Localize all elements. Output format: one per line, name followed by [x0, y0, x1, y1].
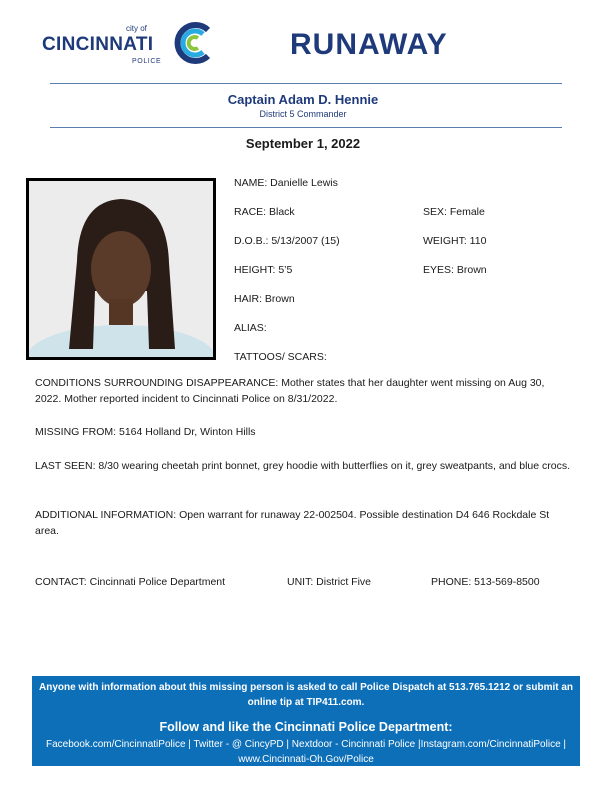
field-tattoos-scars: TATTOOS/ SCARS: — [234, 351, 327, 363]
field-hair: HAIR: Brown — [234, 293, 295, 305]
contact-unit: UNIT: District Five — [287, 576, 371, 588]
field-alias: ALIAS: — [234, 322, 267, 334]
missing-from-paragraph: MISSING FROM: 5164 Holland Dr, Winton Hills — [35, 426, 256, 438]
contact-phone: PHONE: 513-569-8500 — [431, 576, 540, 588]
last-seen-paragraph: LAST SEEN: 8/30 wearing cheetah print bonnet, grey hoodie with butterflies on it, grey sweatpants, and blue crocs. — [35, 460, 571, 472]
field-height: HEIGHT: 5’5 — [234, 264, 293, 276]
cincinnati-police-logo — [42, 20, 222, 72]
field-name: NAME: Danielle Lewis — [234, 177, 338, 189]
page-title: RUNAWAY — [290, 28, 448, 61]
logo-name-text: CINCINNATI — [42, 34, 154, 55]
field-eyes: EYES: Brown — [423, 264, 487, 276]
footer-follow-heading: Follow and like the Cincinnati Police Department: — [159, 720, 453, 734]
commander-name: Captain Adam D. Hennie — [227, 92, 379, 107]
footer-banner — [32, 676, 580, 766]
bulletin-date: September 1, 2022 — [245, 136, 361, 151]
logo-city-text: city of — [126, 24, 147, 33]
divider — [50, 127, 562, 128]
person-photo — [26, 178, 216, 360]
footer-social-links[interactable]: Facebook.com/CincinnatiPolice | Twitter - @ CincyPD | Nextdoor - Cincinnati Police |Instagram.com/CincinnatiPolice | www.Cincinnati-Oh.Gov/Police — [46, 739, 566, 765]
field-weight: WEIGHT: 110 — [423, 235, 487, 247]
field-dob: D.O.B.: 5/13/2007 (15) — [234, 235, 340, 247]
footer-notice: Anyone with information about this missing person is asked to call Police Dispatch at 513.765.1212 or submit an online tip at TIP411.com. — [38, 682, 574, 708]
contact-department: CONTACT: Cincinnati Police Department — [35, 576, 226, 588]
divider — [50, 83, 562, 84]
logo-c-emblem-icon — [170, 20, 216, 66]
field-race: RACE: Black — [234, 206, 295, 218]
commander-title: District 5 Commander — [259, 109, 347, 119]
field-sex: SEX: Female — [423, 206, 485, 218]
additional-info-paragraph: ADDITIONAL INFORMATION: Open warrant for runaway 22-002504. Possible destination D4 646 Rockdale St area. — [35, 509, 550, 537]
conditions-paragraph: CONDITIONS SURROUNDING DISAPPEARANCE: Mother states that her daughter went missing on Aug 30, 2022. Mother reported incident to Cincinnati Police on 8/31/2022. — [35, 377, 545, 405]
logo-police-text: POLICE — [132, 58, 162, 65]
